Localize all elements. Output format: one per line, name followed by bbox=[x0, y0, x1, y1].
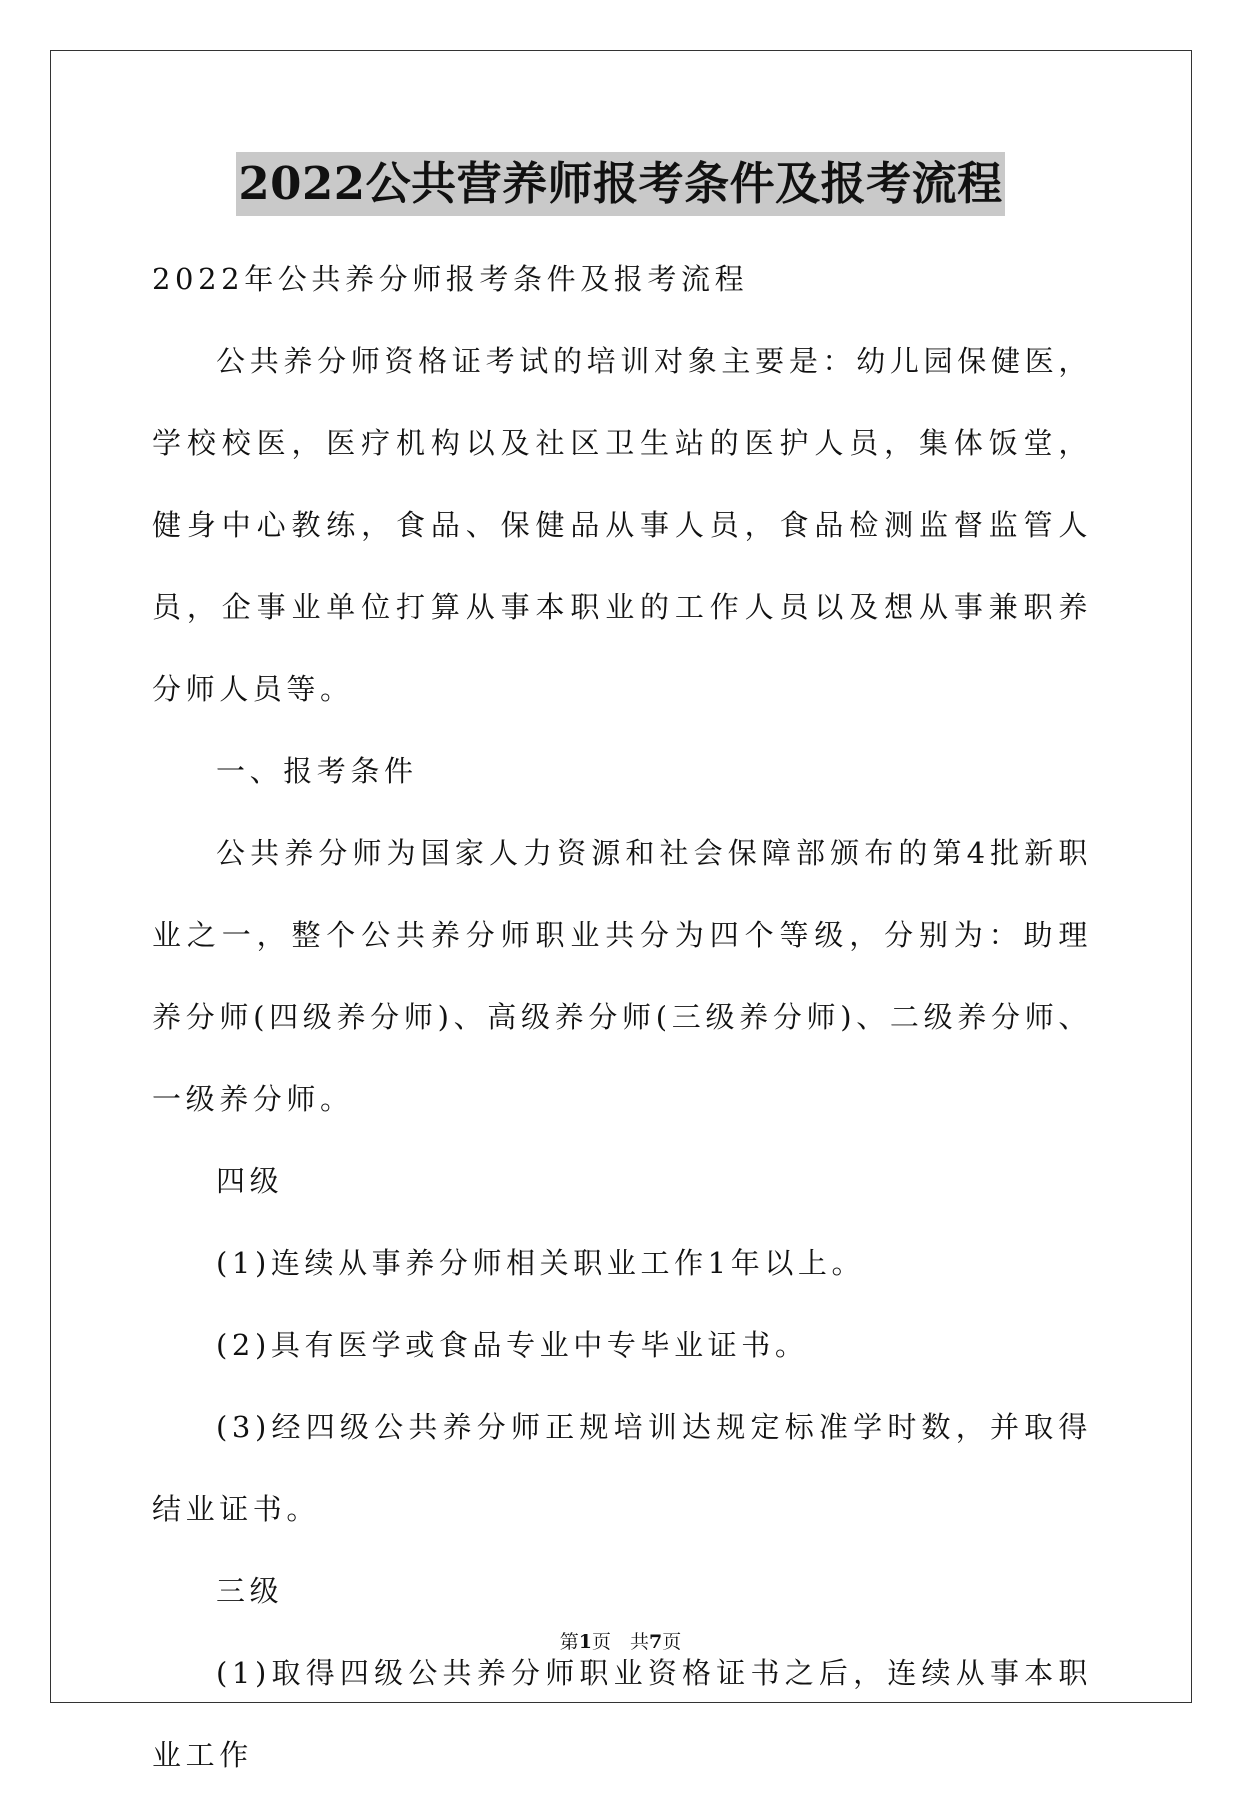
list-item: (1)连续从事养分师相关职业工作1年以上。 bbox=[216, 1246, 866, 1280]
paragraph-target-audience: 公共养分师资格证考试的培训对象主要是：幼儿园保健医，学校校医，医疗机构以及社区卫生站的医护人员，集体饭堂，健身中心教练，食品、保健品从事人员，食品检测监督监管人员，企事业单位打算从事本职业的工作人员以及想从事兼职养分师人员等。 bbox=[152, 344, 1092, 706]
page-footer bbox=[0, 1627, 1241, 1654]
current-page-number: 1 bbox=[578, 1631, 592, 1653]
footer-mid: 页 共 bbox=[591, 1631, 649, 1653]
footer-prefix: 第 bbox=[559, 1631, 579, 1653]
title-wrap bbox=[0, 152, 1241, 216]
list-item: (1)取得四级公共养分师职业资格证书之后，连续从事本职业工作 bbox=[152, 1656, 1092, 1772]
paragraph-levels: 公共养分师为国家人力资源和社会保障部颁布的第4批新职业之一，整个公共养分师职业共分为四个等级，分别为：助理养分师(四级养分师)、高级养分师(三级养分师)、二级养分师、一级养分师。 bbox=[152, 836, 1092, 1116]
subtitle: 2022年公共养分师报考条件及报考流程 bbox=[152, 262, 749, 296]
footer-suffix: 页 bbox=[662, 1631, 682, 1653]
list-item: (3)经四级公共养分师正规培训达规定标准学时数，并取得结业证书。 bbox=[152, 1410, 1092, 1526]
heading-level-four: 四级 bbox=[216, 1164, 284, 1198]
section-heading-requirements: 一、报考条件 bbox=[216, 754, 418, 788]
document-title: 2022公共营养师报考条件及报考流程 bbox=[236, 152, 1004, 216]
list-item: (2)具有医学或食品专业中专毕业证书。 bbox=[216, 1328, 809, 1362]
heading-level-three: 三级 bbox=[216, 1574, 284, 1608]
total-page-number: 7 bbox=[649, 1631, 663, 1653]
document-body bbox=[152, 238, 1092, 1796]
